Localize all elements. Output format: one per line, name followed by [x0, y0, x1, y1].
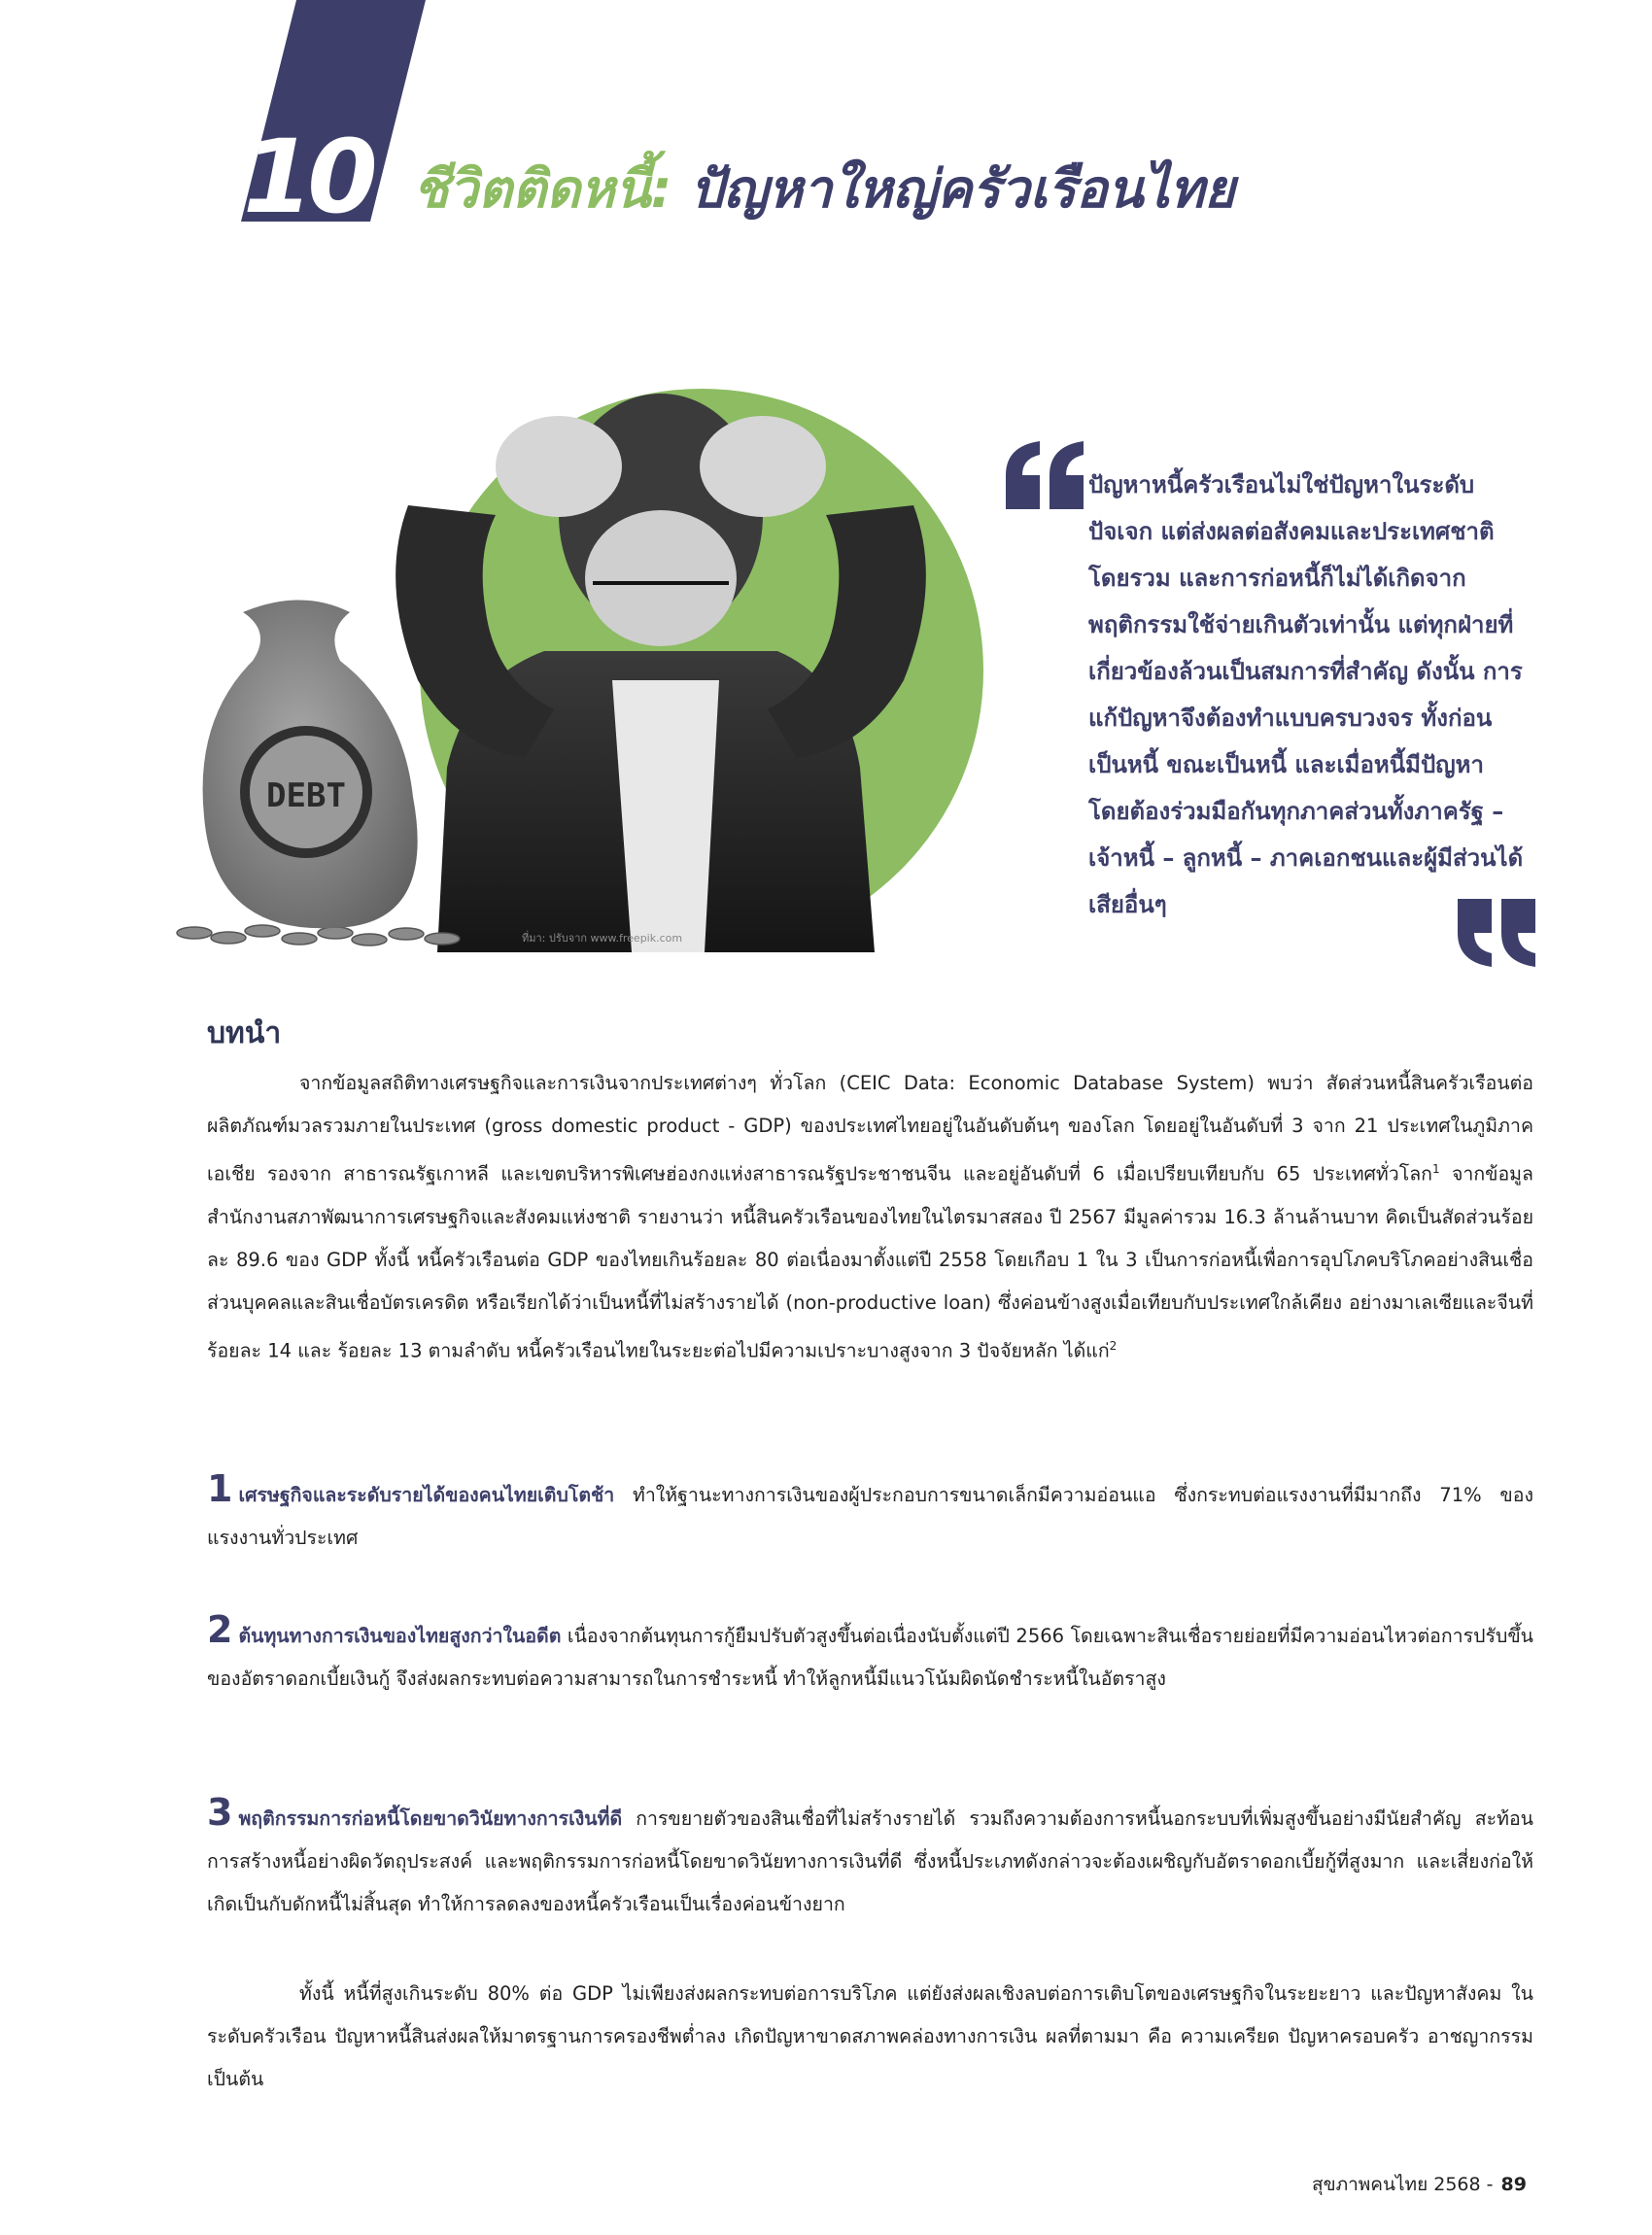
factor-text: การขยายตัวของสินเชื่อที่ไม่สร้างรายได้ รวมถึงความต้องการหนี้นอกระบบที่เพิ่มสูงขึ้นอย่างมีนัยสำคัญ สะท้อนการสร้างหนี้อย่างผิดวัตถุประสงค์ และพฤติกรรมการก่อหนี้โดยขาดวินัยทางการเงินที่ดี ซึ่งหนี้ประเภทดังกล่าวจะต้องเผชิญกับอัตราดอกเบี้ยกู้ที่สูงมาก และเสี่ยงก่อให้เกิดเป็นกับดักหนี้ไม่สิ้นสุด ทำให้การลดลงของหนี้ครัวเรือนเป็นเรื่องค่อนข้างยาก: [207, 1807, 1533, 1915]
close-quote-icon: [1453, 899, 1540, 967]
page-footer: [1312, 2170, 1527, 2199]
factor-lead: พฤติกรรมการก่อหนี้โดยขาดวินัยทางการเงินที่ดี: [238, 1807, 623, 1830]
pull-quote: ปัญหาหนี้ครัวเรือนไม่ใช่ปัญหาในระดับปัจเจก แต่ส่งผลต่อสังคมและประเทศชาติโดยรวม และการก่อหนี้ก็ไม่ได้เกิดจากพฤติกรรมใช้จ่ายเกินตัวเท่านั้น แต่ทุกฝ่ายที่เกี่ยวข้องล้วนเป็นสมการที่สำคัญ ดังนั้น การแก้ปัญหาจึงต้องทำแบบครบวงจร ทั้งก่อนเป็นหนี้ ขณะเป็นหนี้ และเมื่อหนี้มีปัญหา โดยต้องร่วมมือกันทุกภาคส่วนทั้งภาครัฐ – เจ้าหนี้ – ลูกหนี้ – ภาคเอกชนและผู้มีส่วนได้เสียอื่นๆ: [1088, 471, 1524, 918]
page-number: 89: [1500, 2174, 1527, 2195]
footnote-ref-1: 1: [1431, 1162, 1440, 1176]
bag-label: DEBT: [266, 776, 346, 815]
open-quote-icon: [1001, 441, 1088, 509]
title-part-2: ปัญหาใหญ่ครัวเรือนไทย: [690, 158, 1235, 220]
factor-lead: เศรษฐกิจและระดับรายได้ของคนไทยเติบโตช้า: [238, 1484, 615, 1506]
factor-lead: ต้นทุนทางการเงินของไทยสูงกว่าในอดีต: [238, 1625, 562, 1647]
factor-number: 1: [207, 1467, 233, 1510]
intro-paragraph: [207, 1062, 1533, 1372]
stressed-man-photo: [175, 389, 1030, 952]
chapter-number: 10: [243, 118, 372, 236]
intro-text-a: จากข้อมูลสถิติทางเศรษฐกิจและการเงินจากประเทศต่างๆ ทั่วโลก (CEIC Data: Economic Database System) พบว่า สัดส่วนหนี้สินครัวเรือนต่อผลิตภัณฑ์มวลรวมภายในประเทศ (gross domestic product - GDP) ของประเทศไทยอยู่ในอันดับต้นๆ ของโลก โดยอยู่ในอันดับที่ 3 จาก 21 ประเทศในภูมิภาคเอเชีย รองจาก สาธารณรัฐเกาหลี และเขตบริหารพิเศษฮ่องกงแห่งสาธารณรัฐประชาชนจีน และอยู่อันดับที่ 6 เมื่อเปรียบเทียบกับ 65 ประเทศทั่วโลก: [207, 1072, 1533, 1186]
factor-number: 3: [207, 1791, 233, 1834]
factor-text: ทำให้ฐานะทางการเงินของผู้ประกอบการขนาดเล็กมีความอ่อนแอ ซึ่งกระทบต่อแรงงานที่มีมากถึง 71% ของแรงงานทั่วประเทศ: [207, 1484, 1533, 1549]
factor-text: เนื่องจากต้นทุนการกู้ยืมปรับตัวสูงขึ้นต่อเนื่องนับตั้งแต่ปี 2566 โดยเฉพาะสินเชื่อรายย่อยที่มีความอ่อนไหวต่อการปรับขึ้นของอัตราดอกเบี้ยเงินกู้ จึงส่งผลกระทบต่อความสามารถในการชำระหนี้ ทำให้ลูกหนี้มีแนวโน้มผิดนัดชำระหนี้ในอัตราสูง: [207, 1625, 1533, 1690]
footnote-ref-2: 2: [1109, 1338, 1118, 1353]
factor-number: 2: [207, 1608, 233, 1651]
factor-item: [207, 1791, 1533, 1926]
publication-name: สุขภาพคนไทย 2568 -: [1312, 2174, 1494, 2195]
closing-paragraph: ทั้งนี้ หนี้ที่สูงเกินระดับ 80% ต่อ GDP ไม่เพียงส่งผลกระทบต่อการบริโภค แต่ยังส่งผลเชิงลบต่อการเติบโตของเศรษฐกิจในระยะยาว และปัญหาสังคม ในระดับครัวเรือน ปัญหาหนี้สินส่งผลให้มาตรฐานการครองชีพต่ำลง เกิดปัญหาขาดสภาพคล่องทางการเงิน ผลที่ตามมา คือ ความเครียด ปัญหาครอบครัว อาชญากรรม เป็นต้น: [207, 1982, 1533, 2090]
title-part-1: ชีวิตติดหนี้:: [413, 158, 672, 220]
intro-text-b: จากข้อมูลสำนักงานสภาพัฒนาการเศรษฐกิจและสังคมแห่งชาติ รายงานว่า หนี้สินครัวเรือนของไทยในไตรมาสสอง ปี 2567 มีมูลค่ารวม 16.3 ล้านล้านบาท คิดเป็นสัดส่วนร้อยละ 89.6 ของ GDP ทั้งนี้ หนี้ครัวเรือนต่อ GDP ของไทยเกินร้อยละ 80 ต่อเนื่องมาตั้งแต่ปี 2558 โดยเกือบ 1 ใน 3 เป็นการก่อหนี้เพื่อการอุปโภคบริโภคอย่างสินเชื่อส่วนบุคคลและสินเชื่อบัตรเครดิต หรือเรียกได้ว่าเป็นหนี้ที่ไม่สร้างรายได้ (non-productive loan) ซึ่งค่อนข้างสูงเมื่อเทียบกับประเทศใกล้เคียง อย่างมาเลเซียและจีนที่ร้อยละ 14 และ ร้อยละ 13 ตามลำดับ หนี้ครัวเรือนไทยในระยะต่อไปมีความเปราะบางสูงจาก 3 ปัจจัยหลัก ได้แก่: [207, 1162, 1533, 1361]
page-title: [413, 155, 1235, 224]
factor-item: [207, 1608, 1533, 1701]
factor-item: [207, 1467, 1533, 1560]
photo-credit: ที่มา: ปรับจาก www.freepik.com: [522, 932, 683, 945]
section-heading: บทนำ: [207, 1016, 282, 1050]
